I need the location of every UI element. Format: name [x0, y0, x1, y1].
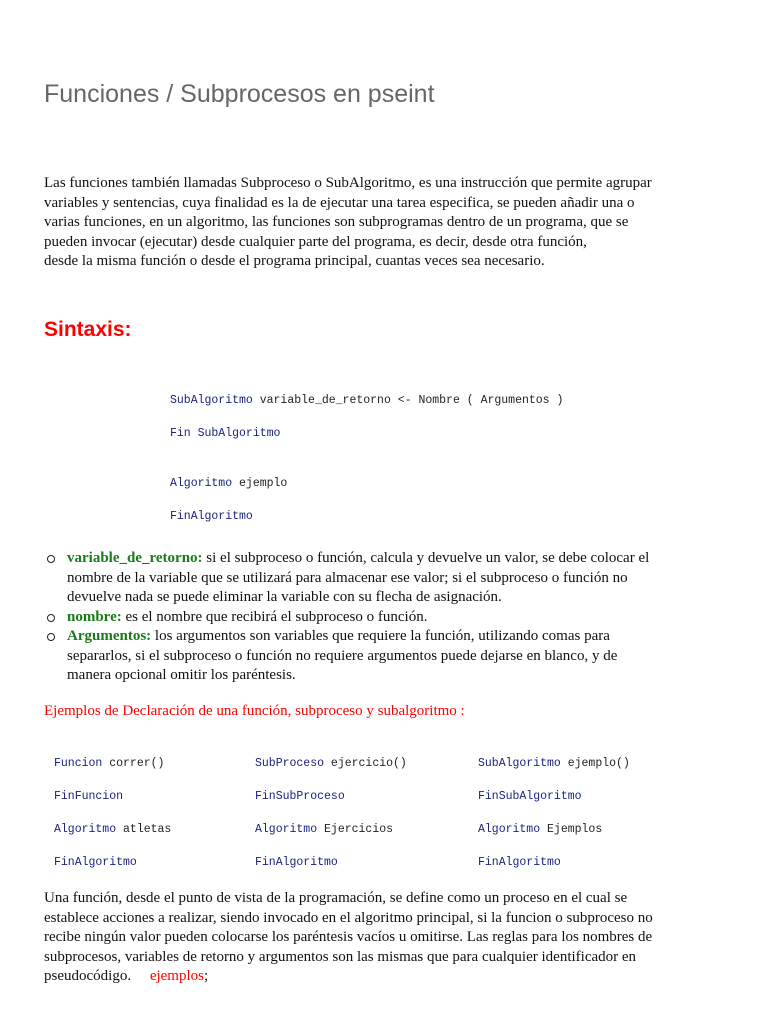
hollow-circle-bullet-icon [47, 614, 55, 622]
term-label: Argumentos: [67, 628, 152, 644]
example-code-cell [478, 823, 602, 836]
code-text: atletas [116, 823, 172, 836]
intro-line: variables y sentencias, cuya finalidad es la de ejecutar una tarea especifica, se pueden añadir una o [44, 194, 635, 211]
closing-line: recibe ningún valor pueden colocarse los paréntesis vacíos u omitirse. Las reglas para los nombres de [44, 929, 653, 945]
intro-line: Las funciones también llamadas Subproceso o SubAlgoritmo, es una instrucción que permite agrupar [44, 175, 652, 191]
syntax-code-line-finalgoritmo: FinAlgoritmo [170, 510, 253, 523]
code-text: ejercicio() [324, 757, 407, 770]
term-description: es el nombre que recibirá el subproceso o función. [121, 608, 428, 625]
closing-line: establece acciones a realizar, siendo invocado en el algoritmo principal, si la funcion o subproceso no [44, 909, 653, 926]
example-code-cell [478, 757, 630, 770]
syntax-code-line-fin-subalgoritmo: Fin SubAlgoritmo [170, 427, 281, 440]
code-text: ejemplo() [560, 757, 630, 770]
example-code-cell [255, 856, 338, 869]
code-text: Ejercicios [317, 823, 394, 836]
closing-line: Una función, desde el punto de vista de la programación, se define como un proceso en el cual se [44, 890, 628, 906]
closing-paragraph [44, 889, 734, 987]
ejemplos-link[interactable]: ejemplos [149, 968, 204, 984]
syntax-heading: Sintaxis: [44, 318, 132, 341]
intro-line: pueden invocar (ejecutar) desde cualquier parte del programa, es decir, desde otra función, [44, 233, 587, 250]
example-code-cell [54, 790, 123, 803]
code-text: Ejemplos [540, 823, 603, 836]
list-item-line [67, 549, 734, 569]
code-keyword: FinAlgoritmo [478, 856, 561, 869]
code-keyword: Algoritmo [54, 823, 117, 836]
syntax-code-line-subalgoritmo [170, 394, 563, 407]
list-item-line: separarlos, si el subproceso o función no requiere argumentos puede dejarse en blanco, y de [67, 647, 618, 664]
example-code-cell [478, 790, 582, 803]
intro-paragraph [44, 174, 728, 272]
example-code-cell [255, 757, 407, 770]
hollow-circle-bullet-icon [47, 555, 55, 563]
example-code-cell [54, 856, 137, 869]
term-label: variable_de_retorno: [67, 550, 203, 566]
code-keyword: FinSubAlgoritmo [478, 790, 582, 803]
code-text: correr() [102, 757, 165, 770]
example-code-cell [478, 856, 561, 869]
code-keyword: SubAlgoritmo [170, 394, 253, 407]
list-item-line: manera opcional omitir los paréntesis. [67, 667, 296, 683]
code-keyword: Algoritmo [170, 477, 233, 490]
code-keyword: Funcion [54, 757, 103, 770]
hollow-circle-bullet-icon [47, 633, 55, 641]
syntax-code-line-algoritmo [170, 477, 287, 490]
closing-line [44, 967, 734, 987]
term-description: los argumentos son variables que requiere la función, utilizando comas para [151, 628, 610, 644]
intro-line: varias funciones, en un algoritmo, las funciones son subprogramas dentro de un programa, que se [44, 214, 629, 230]
list-item-line [67, 627, 734, 647]
code-text: variable_de_retorno <- Nombre ( Argumentos ) [252, 394, 564, 407]
code-keyword: FinSubProceso [255, 790, 345, 803]
code-keyword: FinFuncion [54, 790, 124, 803]
list-item-line: nombre de la variable que se utilizará para almacenar ese valor; si el subproceso o función no [67, 569, 628, 586]
closing-line: subprocesos, variables de retorno y argumentos son las mismas que para cualquier identificador en [44, 948, 637, 965]
page-title: Funciones / Subprocesos en pseint [44, 80, 435, 108]
syntax-parts-list [44, 549, 734, 686]
punctuation: ; [203, 968, 209, 984]
example-code-cell [255, 790, 345, 803]
intro-line: desde la misma función o desde el programa principal, cuantas veces sea necesario. [44, 253, 545, 269]
code-keyword: SubAlgoritmo [478, 757, 561, 770]
list-item-argumentos [44, 627, 734, 686]
list-item-variable-de-retorno [44, 549, 734, 608]
code-keyword: Algoritmo [478, 823, 541, 836]
list-item-line [67, 608, 734, 628]
code-keyword: FinAlgoritmo [54, 856, 137, 869]
term-label: nombre: [67, 608, 122, 625]
spacer [131, 968, 150, 984]
example-code-cell [54, 823, 171, 836]
example-code-cell [255, 823, 393, 836]
examples-heading: Ejemplos de Declaración de una función, subproceso y subalgoritmo : [44, 703, 465, 719]
code-keyword: SubProceso [255, 757, 325, 770]
list-item-nombre [44, 608, 734, 628]
term-description: si el subproceso o función, calcula y devuelve un valor, se debe colocar el [202, 550, 650, 566]
example-code-cell [54, 757, 164, 770]
code-text: ejemplo [232, 477, 288, 490]
list-item-line: devuelve nada se puede eliminar la variable con su flecha de asignación. [67, 589, 502, 605]
code-keyword: FinAlgoritmo [255, 856, 338, 869]
closing-text: pseudocódigo. [44, 968, 132, 984]
code-keyword: Algoritmo [255, 823, 318, 836]
